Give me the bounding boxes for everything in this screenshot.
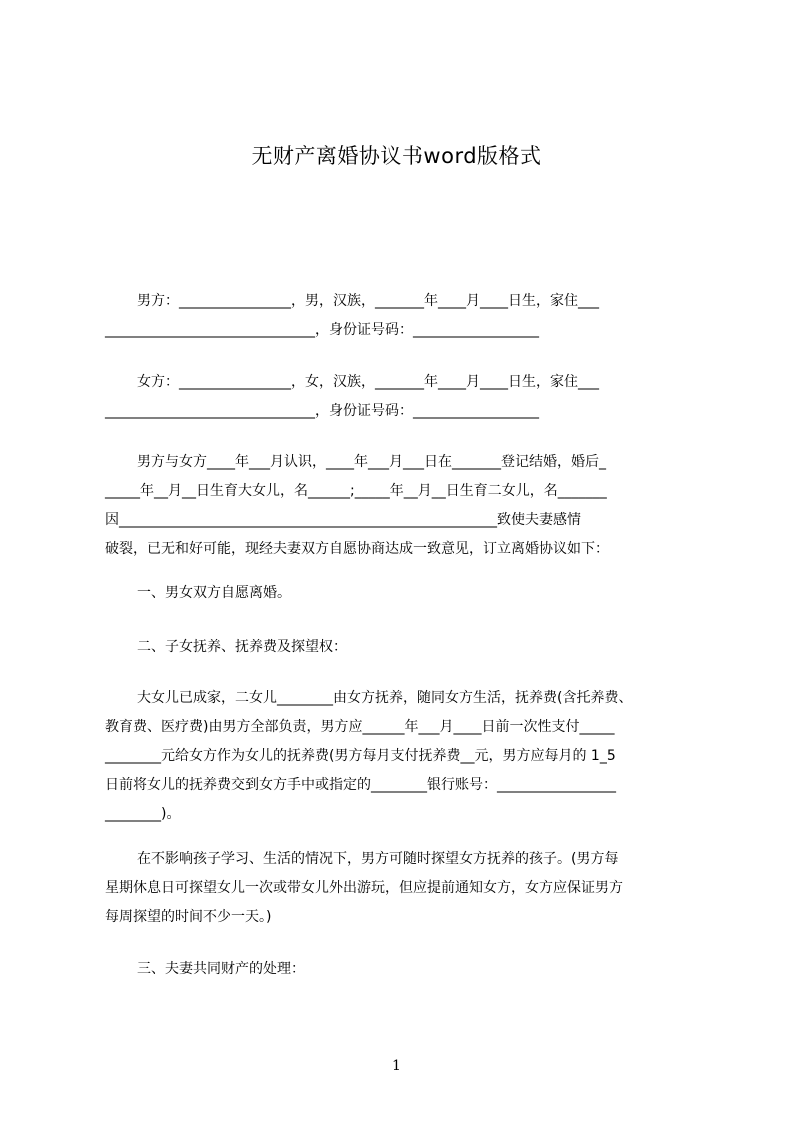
- intro-paragraph: [105, 448, 705, 564]
- section-1-text: 一、男女双方自愿离婚。: [137, 585, 291, 601]
- custody-line-3: ________元给女方作为女儿的抚养费(男方每月支付抚养费__元，男方应每月的 1_5: [105, 748, 616, 764]
- custody-line-1: 大女儿已成家，二女儿________由女方抚养，随同女方生活，抚养费(含托养费、: [137, 690, 633, 706]
- intro-line-1: 男方与女方____年___月认识，____年___月___日在_______登记结婚，婚后_: [137, 454, 606, 470]
- visitation-line-3: 每周探望的时间不少一天。): [105, 909, 272, 925]
- male-party-line-2: ______________________________，身份证号码：__________________: [105, 322, 539, 338]
- document-title: 无财产离婚协议书word版格式: [251, 144, 542, 168]
- section-2-heading: [105, 633, 705, 662]
- section-2-text: 二、子女抚养、抚养费及探望权：: [137, 639, 347, 655]
- page-number: 1: [392, 1058, 401, 1074]
- male-party-line-1: 男方：________________，男，汉族，_______年____月____日生，家住___: [137, 293, 599, 309]
- section-1-heading: [105, 579, 705, 608]
- custody-paragraph: [105, 684, 705, 829]
- female-party-line-2: ______________________________，身份证号码：__________________: [105, 403, 539, 419]
- section-3-heading: [105, 955, 705, 984]
- visitation-line-2: 星期休息日可探望女儿一次或带女儿外出游玩，但应提前通知女方，女方应保证男方: [105, 880, 623, 896]
- section-3-text: 三、夫妻共同财产的处理：: [137, 961, 305, 977]
- custody-line-4: 日前将女儿的抚养费交到女方手中或指定的________银行账号：_________________: [105, 777, 616, 793]
- visitation-paragraph: [105, 845, 705, 932]
- male-party-paragraph: [105, 287, 705, 345]
- intro-line-4: 破裂，已无和好可能，现经夫妻双方自愿协商达成一致意见，订立离婚协议如下：: [105, 541, 609, 557]
- visitation-line-1: 在不影响孩子学习、生活的情况下，男方可随时探望女方抚养的孩子。(男方每: [137, 851, 619, 867]
- female-party-paragraph: [105, 368, 705, 426]
- intro-line-2: _____年__月__日生育大女儿，名______;_____年__月__日生育二女儿，名_______: [105, 483, 607, 499]
- custody-line-5: ________)。: [105, 806, 181, 822]
- female-party-line-1: 女方：________________，女，汉族，_______年____月____日生，家住___: [137, 374, 599, 390]
- intro-line-3: 因______________________________________________________致使夫妻感情: [105, 512, 581, 528]
- custody-line-2: 教育费、医疗费)由男方全部负责，男方应______年___月____日前一次性支付_____: [105, 719, 615, 735]
